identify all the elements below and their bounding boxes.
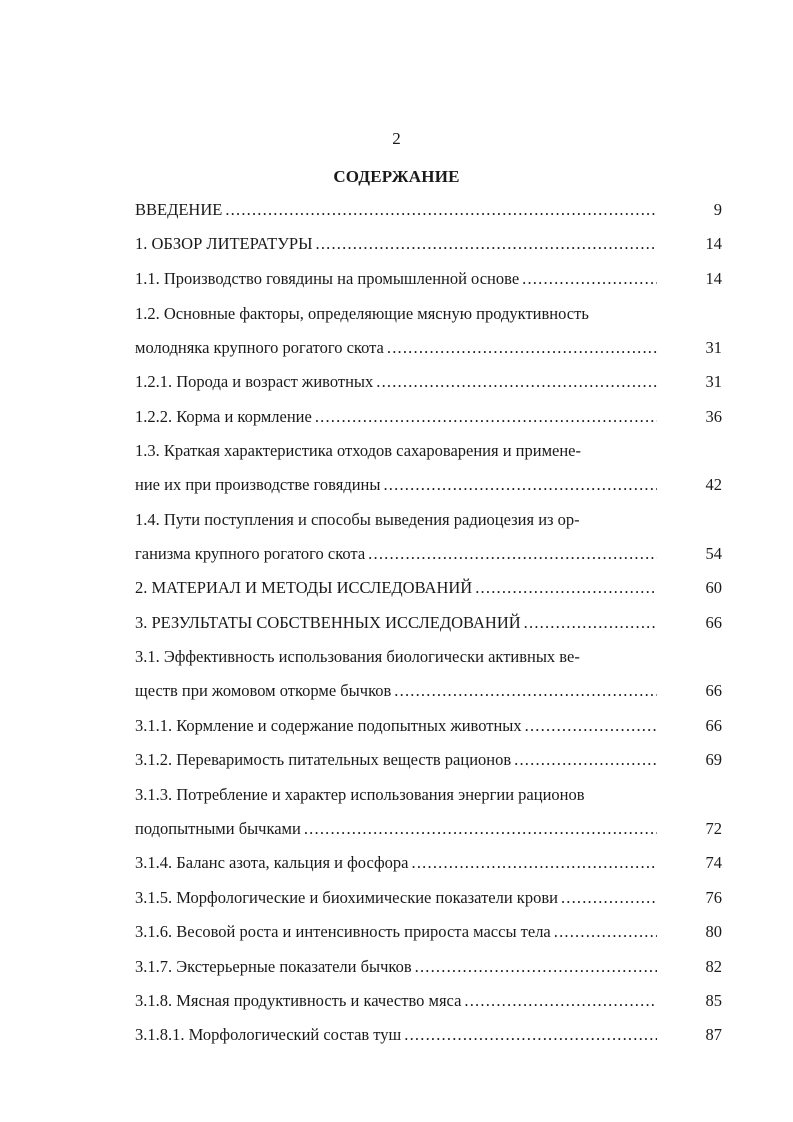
- toc-leader: [522, 267, 657, 291]
- toc-leader: [524, 611, 657, 635]
- toc-entry-text: 3.1.8.1. Морфологический состав туш: [135, 1025, 402, 1044]
- toc-page-number: 36: [705, 407, 722, 426]
- toc-leader: [554, 920, 657, 944]
- toc-page-number: 82: [705, 957, 722, 976]
- toc-leader: [383, 473, 657, 497]
- toc-entry-text: ществ при жомовом откорме бычков: [135, 681, 392, 700]
- toc-page-number: 87: [705, 1025, 722, 1044]
- toc-leader: [412, 851, 657, 875]
- toc-leader: [415, 955, 657, 979]
- toc-entry-text: ганизма крупного рогатого скота: [135, 544, 366, 563]
- toc-entry-text: ВВЕДЕНИЕ: [135, 200, 223, 219]
- toc-leader: [525, 714, 657, 738]
- toc-leader: [475, 576, 657, 600]
- toc-entry-text: 3.1.4. Баланс азота, кальция и фосфора: [135, 853, 409, 872]
- toc-page-number: 66: [705, 681, 722, 700]
- toc-entry: [135, 748, 657, 772]
- toc-leader: [368, 542, 657, 566]
- toc-leader: [315, 405, 657, 429]
- toc-entry: [135, 542, 657, 566]
- toc-entry-text: 3.1.1. Кормление и содержание подопытных животных: [135, 716, 522, 735]
- toc-entry-text: 3.1.6. Весовой роста и интенсивность прироста массы тела: [135, 922, 551, 941]
- toc-page-number: 14: [705, 269, 722, 288]
- toc-entry-text: 3.1.2. Переваримость питательных веществ рационов: [135, 750, 512, 769]
- toc-entry-line: 3.1.3. Потребление и характер использования энергии рационов: [135, 785, 585, 804]
- toc-leader: [394, 679, 657, 703]
- toc-page-number: 85: [705, 991, 722, 1010]
- toc-page-number: 66: [705, 716, 722, 735]
- toc-entry: [135, 232, 657, 256]
- toc-leader: [316, 232, 658, 256]
- toc-entry-text: 3.1.7. Экстерьерные показатели бычков: [135, 957, 412, 976]
- page-number: 2: [392, 129, 401, 148]
- toc-entry-text: подопытными бычками: [135, 819, 301, 838]
- toc-entry-line: 1.2. Основные факторы, определяющие мясную продуктивность: [135, 304, 589, 323]
- toc-entry: [135, 955, 657, 979]
- toc-entry: [135, 1023, 657, 1047]
- toc-entry: [135, 679, 657, 703]
- toc-entry-text: ние их при производстве говядины: [135, 475, 381, 494]
- toc-title: СОДЕРЖАНИЕ: [333, 167, 460, 186]
- toc-page-number: 80: [705, 922, 722, 941]
- toc-entry: [135, 920, 657, 944]
- toc-entry-line: 1.3. Краткая характеристика отходов сахароварения и примене-: [135, 441, 581, 460]
- toc-page-number: 54: [705, 544, 722, 563]
- toc-page-number: 9: [713, 200, 722, 219]
- toc-entry-text: 3.1.5. Морфологические и биохимические показатели крови: [135, 888, 558, 907]
- toc-entry: [135, 336, 657, 360]
- toc-entry: [135, 886, 657, 910]
- toc-leader: [561, 886, 657, 910]
- toc-entry-text: 1. ОБЗОР ЛИТЕРАТУРЫ: [135, 234, 313, 253]
- toc-page-number: 31: [705, 372, 722, 391]
- toc-leader: [464, 989, 657, 1013]
- toc-leader: [514, 748, 657, 772]
- toc-entry: [135, 405, 657, 429]
- toc-entry: [135, 851, 657, 875]
- toc-entry: [135, 473, 657, 497]
- toc-entry-text: 2. МАТЕРИАЛ И МЕТОДЫ ИССЛЕДОВАНИЙ: [135, 578, 473, 597]
- toc-page-number: 14: [705, 234, 722, 253]
- toc-entry-text: молодняка крупного рогатого скота: [135, 338, 384, 357]
- toc-entry: [135, 714, 657, 738]
- toc-entry: [135, 198, 657, 222]
- toc-entry: [135, 989, 657, 1013]
- toc-entry: [135, 267, 657, 291]
- toc-page-number: 69: [705, 750, 722, 769]
- toc-page-number: 42: [705, 475, 722, 494]
- toc-entry: [135, 817, 657, 841]
- toc-page-number: 31: [705, 338, 722, 357]
- toc-entry-text: 3.1.8. Мясная продуктивность и качество мяса: [135, 991, 462, 1010]
- toc-entry-line: 3.1. Эффективность использования биологически активных ве-: [135, 647, 580, 666]
- toc-leader: [387, 336, 657, 360]
- toc-page-number: 74: [705, 853, 722, 872]
- toc-entry-text: 1.2.2. Корма и кормление: [135, 407, 312, 426]
- toc-leader: [404, 1023, 657, 1047]
- toc-entry: [135, 611, 657, 635]
- toc-entry-text: 1.1. Производство говядины на промышленной основе: [135, 269, 520, 288]
- toc-entry: [135, 370, 657, 394]
- toc-entry-line: 1.4. Пути поступления и способы выведения радиоцезия из ор-: [135, 510, 580, 529]
- toc-entry-text: 1.2.1. Порода и возраст животных: [135, 372, 374, 391]
- toc-page-number: 72: [705, 819, 722, 838]
- toc-entry: [135, 576, 657, 600]
- toc-leader: [225, 198, 657, 222]
- toc-leader: [376, 370, 657, 394]
- toc-page-number: 66: [705, 613, 722, 632]
- toc-page-number: 76: [705, 888, 722, 907]
- toc-entry-text: 3. РЕЗУЛЬТАТЫ СОБСТВЕННЫХ ИССЛЕДОВАНИЙ: [135, 613, 521, 632]
- toc-leader: [304, 817, 657, 841]
- toc-page-number: 60: [705, 578, 722, 597]
